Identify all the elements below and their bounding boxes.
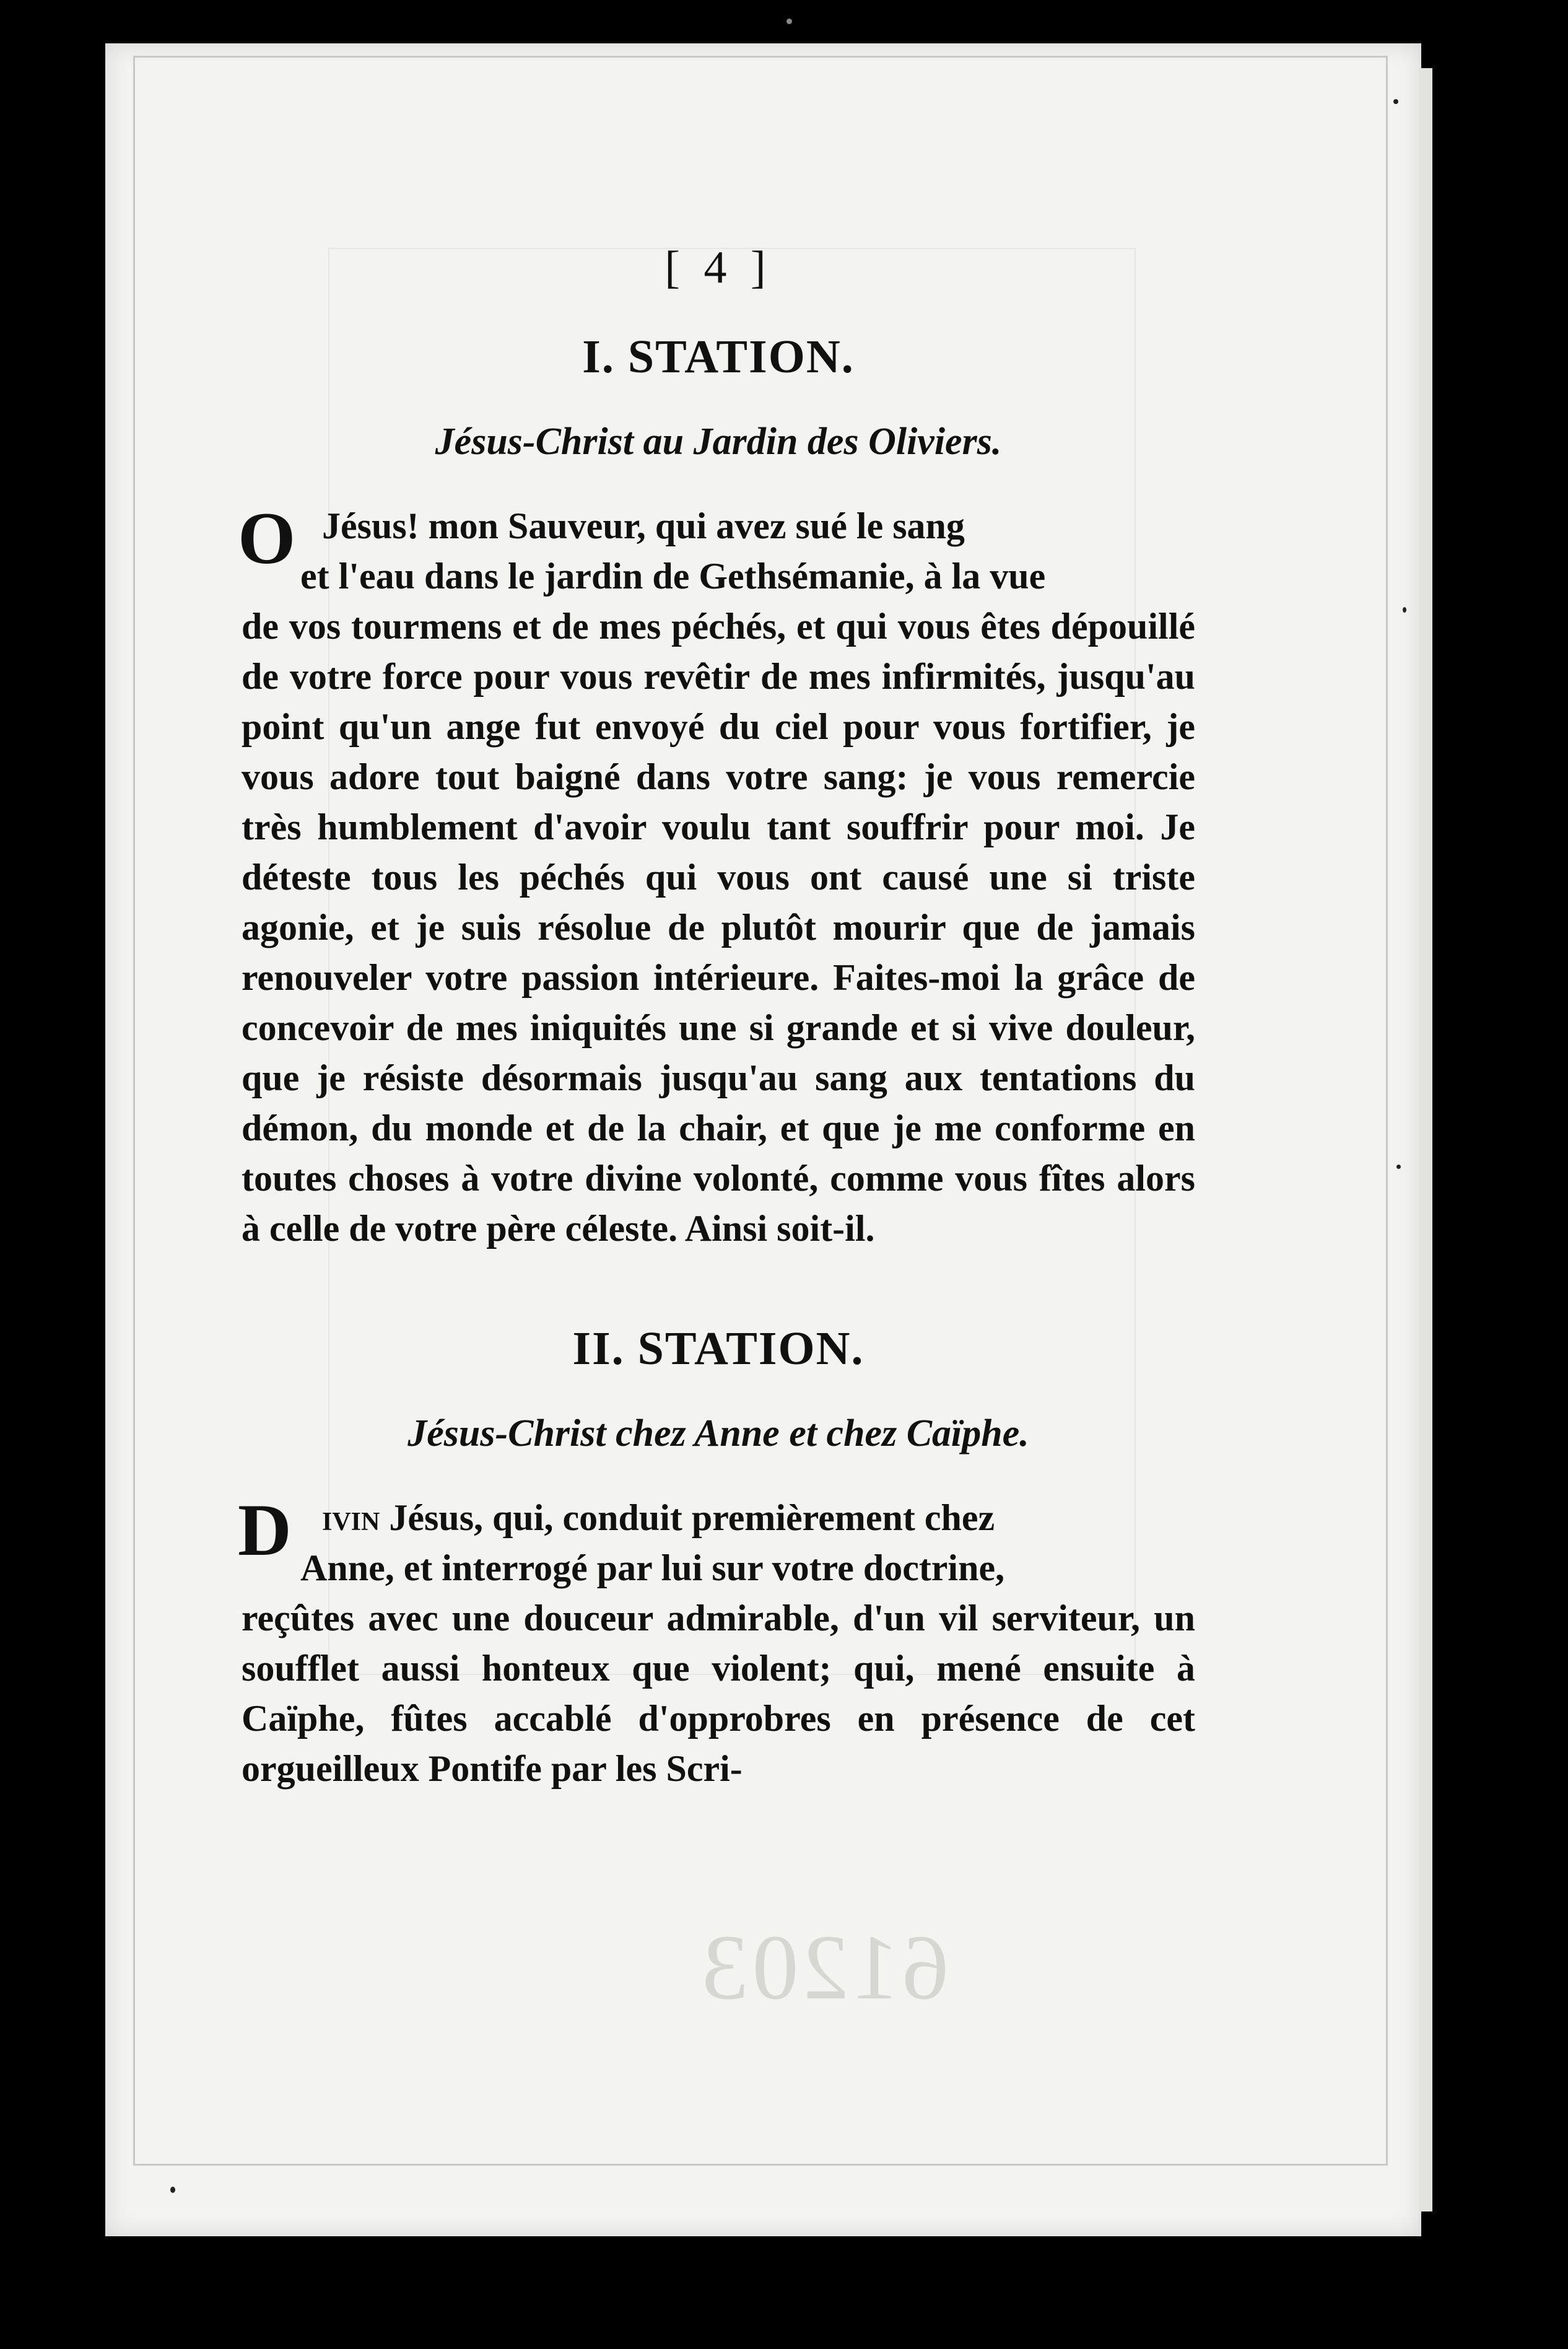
station-title: I. STATION. bbox=[582, 331, 855, 383]
second-line-text: Anne, et interrogé par lui sur votre doctrine, bbox=[300, 1547, 1005, 1588]
station-title: II. STATION. bbox=[572, 1323, 865, 1375]
page-edge bbox=[1419, 68, 1432, 2211]
drop-cap: D bbox=[238, 1489, 292, 1571]
scan-speck bbox=[786, 19, 792, 24]
scan-speck bbox=[170, 2187, 175, 2193]
prayer-text: reçûtes avec une douceur admirable, d'un vil serviteur, un soufflet aussi honteux que violent; qui, mené ensuite à Caïphe, fûtes accablé d'opprobres en présence de cet orgueilleux Pontife par les Scri- bbox=[242, 1598, 1195, 1789]
station-1 bbox=[238, 330, 1195, 1254]
station-subtitle: Jésus-Christ au Jardin des Oliviers. bbox=[435, 421, 1002, 463]
bleed-through-number: 61203 bbox=[698, 1916, 949, 2019]
first-word-smallcaps: ivin bbox=[322, 1497, 380, 1538]
first-line-text: Jésus, qui, conduit premièrement chez bbox=[380, 1497, 995, 1538]
scan-speck bbox=[1396, 1165, 1401, 1169]
page-content bbox=[238, 242, 1195, 1794]
first-line-text: Jésus! mon Sauveur, qui avez sué le sang bbox=[322, 505, 965, 546]
station-prayer bbox=[238, 497, 1195, 1254]
scan-speck bbox=[1403, 607, 1406, 613]
scan-speck bbox=[1393, 99, 1398, 104]
station-subtitle: Jésus-Christ chez Anne et chez Caïphe. bbox=[407, 1412, 1029, 1454]
second-line-text: et l'eau dans le jardin de Gethsémanie, à la vue bbox=[300, 556, 1046, 597]
station-prayer bbox=[238, 1489, 1195, 1794]
drop-cap: O bbox=[238, 497, 296, 579]
station-2 bbox=[238, 1322, 1195, 1794]
page-number: [ 4 ] bbox=[664, 242, 772, 293]
prayer-text: de vos tourmens et de mes péchés, et qui vous êtes dépouillé de votre force pour vous revêtir de mes infirmités, jusqu'au point qu'un ange fut envoyé du ciel pour vous fortifier, je vous adore tout baigné dans votre sang: je vous remercie très humblement d'avoir voulu tant souffrir pour moi. Je déteste tous les péchés qui vous ont causé une si triste agonie, et je suis résolue de plutôt mourir que de jamais renouveler votre passion intérieure. Faites-moi la grâce de concevoir de mes iniquités une si grande et si vive douleur, que je résiste désormais jusqu'au sang aux tentations du démon, du monde et de la chair, et que je me conforme en toutes choses à votre divine volonté, comme vous fîtes alors à celle de votre père céleste. Ainsi soit-il. bbox=[242, 606, 1195, 1249]
